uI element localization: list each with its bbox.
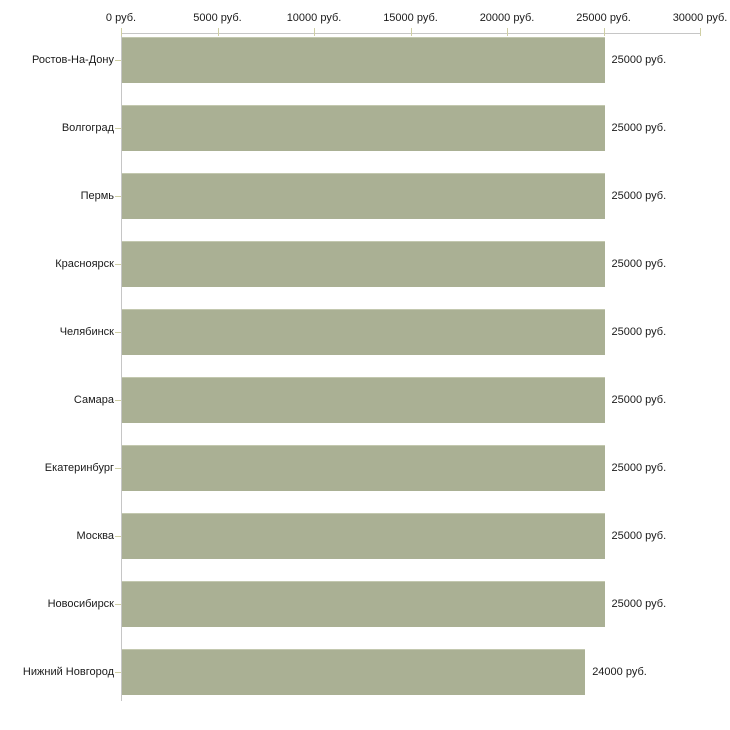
- x-axis-tick-mark: [700, 28, 701, 36]
- bar-value-label: 25000 руб.: [611, 122, 667, 134]
- bar: [122, 241, 605, 287]
- x-axis-tick-mark: [314, 28, 315, 36]
- bar: [122, 649, 585, 695]
- y-axis-tick-mark: [115, 672, 121, 673]
- y-axis-tick-mark: [115, 196, 121, 197]
- category-label: Екатеринбург: [44, 462, 114, 474]
- bar: [122, 309, 605, 355]
- bar: [122, 377, 605, 423]
- bar: [122, 445, 605, 491]
- category-label: Красноярск: [55, 258, 114, 270]
- category-label: Челябинск: [59, 326, 114, 338]
- category-label: Нижний Новгород: [22, 666, 114, 678]
- bar: [122, 105, 605, 151]
- bar: [122, 173, 605, 219]
- bar-value-label: 25000 руб.: [611, 258, 667, 270]
- bar-value-label: 25000 руб.: [611, 598, 667, 610]
- x-axis-tick-label: 25000 руб.: [576, 12, 631, 24]
- bar-value-label: 24000 руб.: [592, 666, 647, 678]
- y-axis-tick-mark: [115, 400, 121, 401]
- category-label: Волгоград: [61, 122, 114, 134]
- y-axis-tick-mark: [115, 536, 121, 537]
- bar-value-label: 25000 руб.: [611, 462, 667, 474]
- x-axis-tick-mark: [507, 28, 508, 36]
- bar-value-label: 25000 руб.: [611, 530, 667, 542]
- y-axis-tick-mark: [115, 128, 121, 129]
- category-label: Новосибирск: [47, 598, 114, 610]
- y-axis-tick-mark: [115, 332, 121, 333]
- category-label: Самара: [73, 394, 114, 406]
- bar: [122, 581, 605, 627]
- bar-value-label: 25000 руб.: [611, 394, 667, 406]
- x-axis-tick-label: 15000 руб.: [383, 12, 438, 24]
- x-axis-tick-label: 10000 руб.: [286, 12, 342, 24]
- y-axis-tick-mark: [115, 264, 121, 265]
- bar: [122, 37, 605, 83]
- x-axis-tick-label: 20000 руб.: [479, 12, 535, 24]
- bar: [122, 513, 605, 559]
- category-label: Пермь: [80, 190, 114, 202]
- x-axis-tick-mark: [604, 28, 605, 36]
- category-label: Ростов-На-Дону: [31, 54, 114, 66]
- x-axis-tick-mark: [218, 28, 219, 36]
- x-axis-tick-mark: [121, 28, 122, 36]
- x-axis-tick-label: 0 руб.: [105, 12, 137, 24]
- bar-value-label: 25000 руб.: [611, 190, 667, 202]
- x-axis-tick-label: 5000 руб.: [193, 12, 242, 24]
- y-axis-tick-mark: [115, 60, 121, 61]
- bar-value-label: 25000 руб.: [611, 54, 667, 66]
- x-axis-tick-mark: [411, 28, 412, 36]
- x-axis-tick-label: 30000 руб.: [672, 12, 728, 24]
- bar-value-label: 25000 руб.: [611, 326, 667, 338]
- category-label: Москва: [76, 530, 114, 542]
- y-axis-tick-mark: [115, 468, 121, 469]
- y-axis-tick-mark: [115, 604, 121, 605]
